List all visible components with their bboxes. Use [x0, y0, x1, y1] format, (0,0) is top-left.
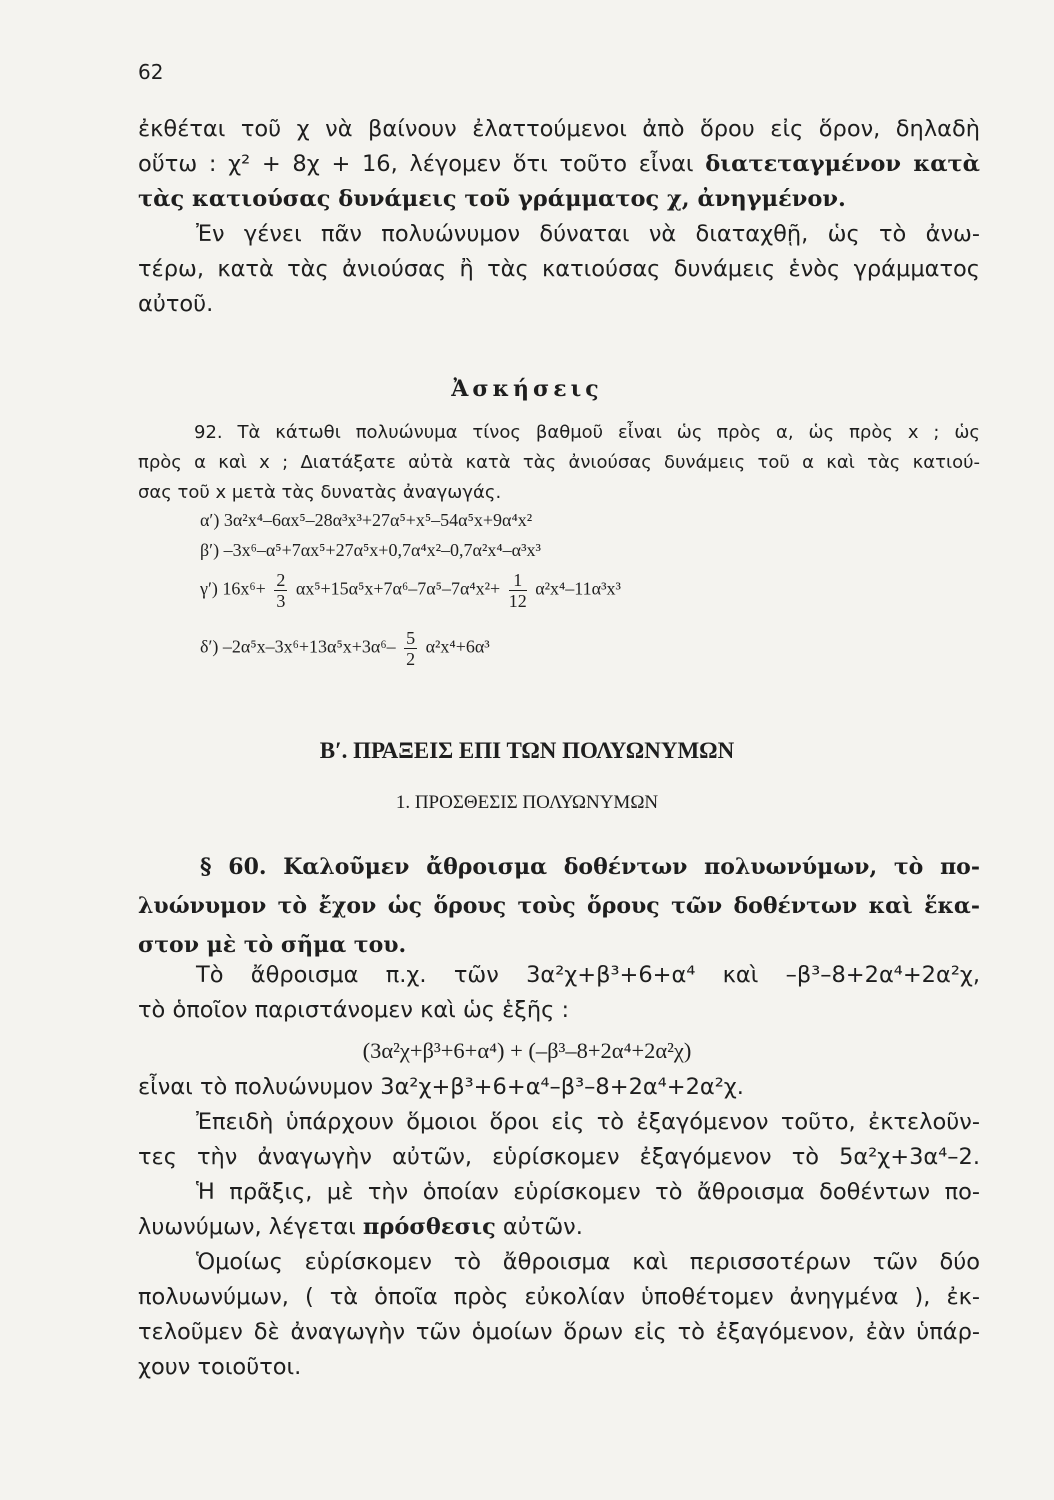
- item-c-fraction-1: [274, 570, 287, 611]
- item-c-mid: αx⁵+15α⁵x+7α⁶–7α⁵–7α⁴x²+: [295, 578, 501, 599]
- item-d-pre: δ′) –2α⁵x–3x⁶+13α⁵x+3α⁶–: [200, 636, 396, 657]
- example-line-11: χουν τοιοῦτοι.: [138, 1354, 302, 1380]
- example-line-10: τελοῦμεν δὲ ἀναγωγὴν τῶν ὁμοίων ὅρων εἰς τὸ ἐξαγόμενον, ἐὰν ὑπάρ-: [138, 1319, 980, 1345]
- exercise-item-a: α′) 3α²x⁴–6αx⁵–28α³x³+27α⁵+x⁵–54α⁵x+9α⁴x²: [200, 510, 533, 530]
- part-heading: Β′. ΠΡΑΞΕΙΣ ΕΠΙ ΤΩΝ ΠΟΛΥΩΝΥΜΩΝ: [319, 738, 735, 763]
- intro-line-2-bold: διατεταγμένον κατὰ: [705, 151, 980, 177]
- definition-paragraph: [138, 848, 980, 965]
- intro-line-4: Ἐν γένει πᾶν πολυώνυμον δύναται νὰ διαταχθῇ, ὡς τὸ ἀνω-: [196, 221, 980, 247]
- item-c-post: α²x⁴–11α³x³: [535, 578, 621, 599]
- example-line-4: Ἐπειδὴ ὑπάρχουν ὅμοιοι ὅροι εἰς τὸ ἐξαγόμενον τοῦτο, ἐκτελοῦν-: [196, 1109, 980, 1135]
- example-paragraph-2: [138, 1070, 980, 1385]
- exercise-item-d: [200, 628, 490, 669]
- example-line-2: τὸ ὁποῖον παριστάνομεν καὶ ὡς ἑξῆς :: [138, 997, 570, 1023]
- sum-formula: (3α²χ+β³+6+α⁴) + (–β³–8+2α⁴+2α²χ): [362, 1038, 692, 1063]
- intro-line-5: τέρω, κατὰ τὰς ἀνιούσας ἢ τὰς κατιούσας δυνάμεις ἑνὸς γράμματος: [138, 256, 980, 282]
- exercise-line-2: πρὸς α καὶ x ; Διατάξατε αὐτὰ κατὰ τὰς ἀνιούσας δυνάμεις τοῦ α καὶ τὰς κατιού-: [138, 452, 980, 473]
- example-line-8: Ὁμοίως εὑρίσκομεν τὸ ἄθροισμα καὶ περισσοτέρων τῶν δύο: [196, 1249, 980, 1275]
- exercise-item-c: [200, 570, 621, 611]
- intro-paragraph: [138, 112, 980, 322]
- definition-line-2: λυώνυμον τὸ ἔχον ὡς ὅρους τοὺς ὅρους τῶν δοθέντων καὶ ἕκα-: [138, 893, 980, 919]
- example-paragraph-1: [138, 958, 980, 1028]
- intro-line-6: αὐτοῦ.: [138, 291, 214, 317]
- exercises-heading: Ἀσκήσεις: [451, 376, 603, 402]
- item-c-fraction-2: [509, 570, 527, 611]
- term-addition: πρόσθεσις: [362, 1214, 496, 1240]
- exercise-line-1: 92. Τὰ κάτωθι πολυώνυμα τίνος βαθμοῦ εἶναι ὡς πρὸς α, ὡς πρὸς x ; ὡς: [194, 422, 980, 443]
- example-line-9: πολυωνύμων, ( τὰ ὁποῖα πρὸς εὐκολίαν ὑποθέτομεν ἀνηγμένα ), ἐκ-: [138, 1284, 980, 1310]
- intro-line-2: [138, 147, 980, 182]
- example-line-5: τες τὴν ἀναγωγὴν αὐτῶν, εὑρίσκομεν ἐξαγόμενον τὸ 5α²χ+3α⁴–2.: [138, 1144, 980, 1170]
- example-line-7-end: αὐτῶν.: [495, 1214, 583, 1240]
- definition-line-1: § 60. Καλοῦμεν ἄθροισμα δοθέντων πολυωνύμων, τὸ πο-: [200, 854, 980, 880]
- section-heading: 1. ΠΡΟΣΘΕΣΙΣ ΠΟΛΥΩΝΥΜΩΝ: [395, 792, 659, 813]
- definition-line-3: στον μὲ τὸ σῆμα του.: [138, 932, 407, 958]
- example-line-7: [138, 1210, 980, 1245]
- exercise-line-3: σας τοῦ x μετὰ τὰς δυνατὰς ἀναγωγάς.: [138, 482, 502, 503]
- example-line-7-text: λυωνύμων, λέγεται: [138, 1214, 363, 1240]
- fraction-numerator: 2: [276, 570, 286, 590]
- fraction-denominator: 3: [276, 591, 286, 611]
- example-line-3: εἶναι τὸ πολυώνυμον 3α²χ+β³+6+α⁴–β³–8+2α⁴+2α²χ.: [138, 1074, 744, 1100]
- intro-line-2-text: οὕτω : χ² + 8χ + 16, λέγομεν ὅτι τοῦτο εἶναι: [138, 151, 706, 177]
- item-d-post: α²x⁴+6α³: [425, 636, 490, 657]
- exercise-92: [138, 418, 980, 508]
- fraction-denominator: 12: [508, 591, 527, 611]
- fraction-denominator: 2: [406, 649, 416, 669]
- intro-line-3: τὰς κατιούσας δυνάμεις τοῦ γράμματος χ, ἀνηγμένον.: [138, 186, 846, 212]
- item-d-fraction: [404, 628, 417, 669]
- fraction-numerator: 1: [509, 570, 527, 591]
- example-line-1: Τὸ ἄθροισμα π.χ. τῶν 3α²χ+β³+6+α⁴ καὶ –β³–8+2α⁴+2α²χ,: [196, 962, 980, 988]
- page-number: 62: [138, 60, 164, 84]
- exercise-item-b: β′) –3x⁶–α⁵+7αx⁵+27α⁵x+0,7α⁴x²–0,7α²x⁴–α³x³: [200, 540, 541, 560]
- item-c-pre: γ′) 16x⁶+: [200, 578, 266, 599]
- fraction-numerator: 5: [406, 628, 416, 648]
- intro-line-1: ἐκθέται τοῦ χ νὰ βαίνουν ἐλαττούμενοι ἀπὸ ὅρου εἰς ὅρον, δηλαδὴ: [138, 116, 980, 142]
- example-line-6: Ἡ πρᾶξις, μὲ τὴν ὁποίαν εὑρίσκομεν τὸ ἄθροισμα δοθέντων πο-: [196, 1179, 980, 1205]
